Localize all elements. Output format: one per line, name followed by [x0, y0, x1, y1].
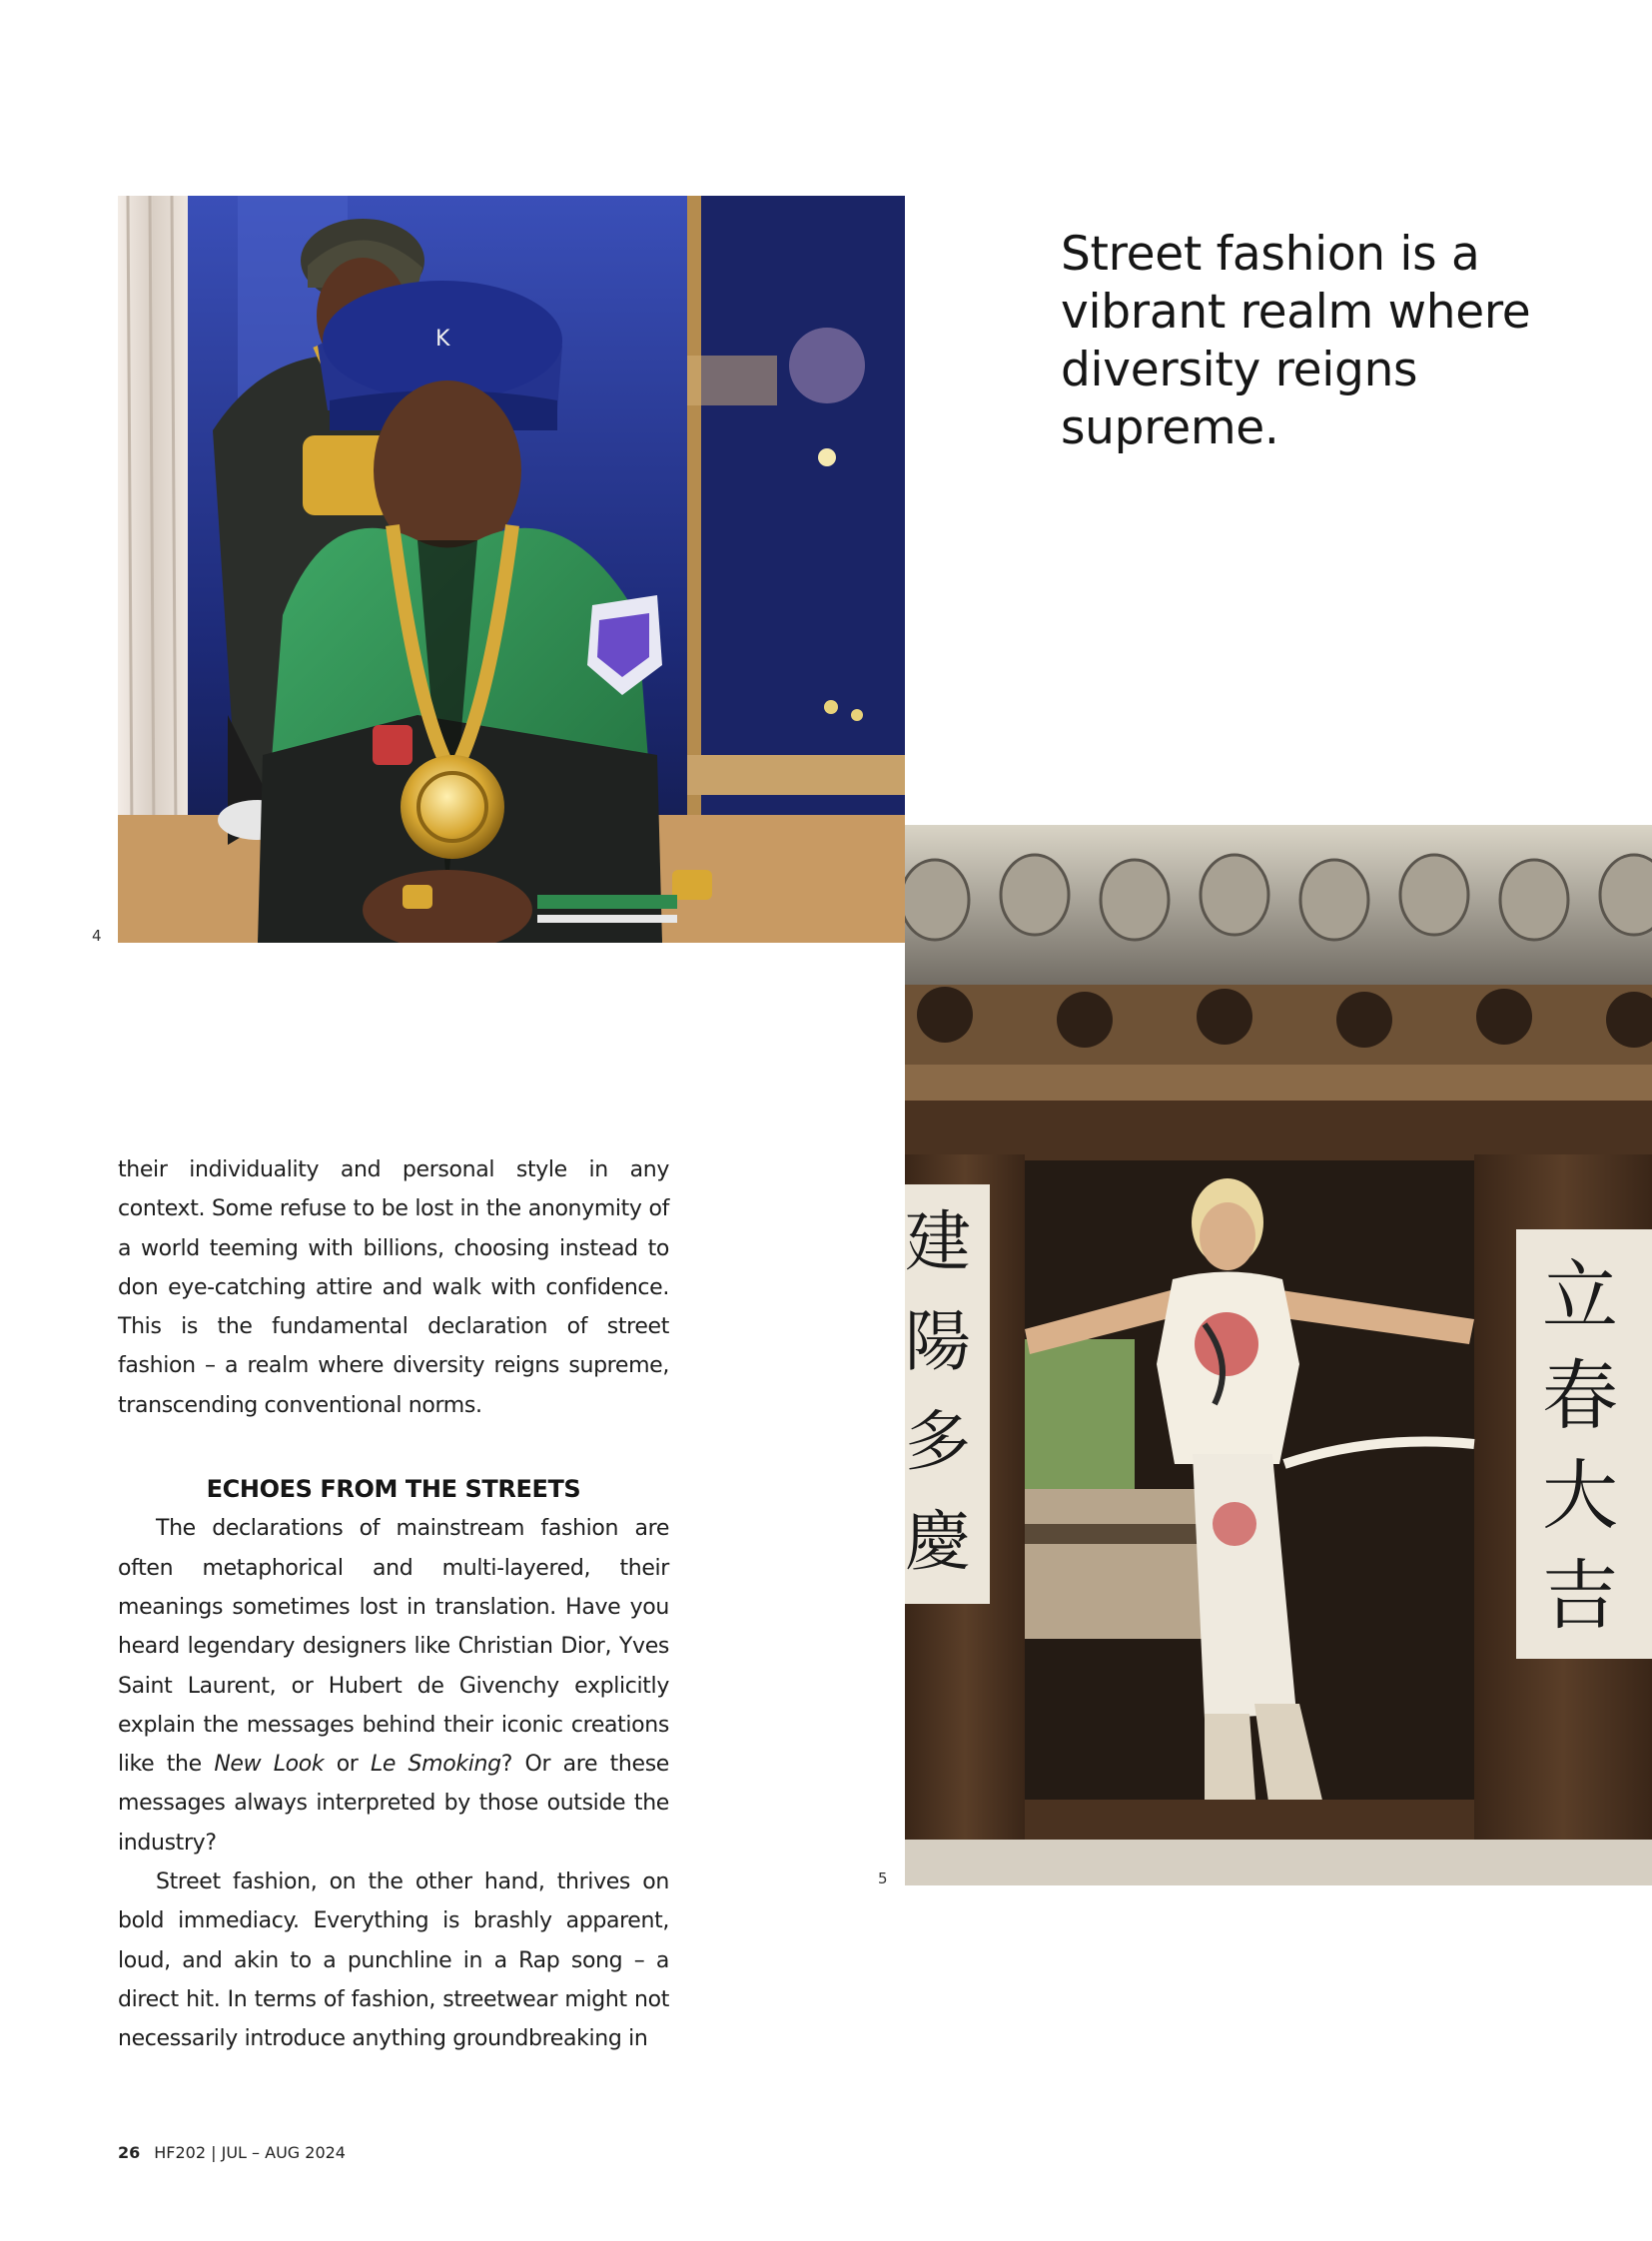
svg-text:春: 春: [1542, 1351, 1618, 1440]
section-heading: ECHOES FROM THE STREETS: [206, 1475, 581, 1504]
svg-text:慶: 慶: [905, 1503, 971, 1580]
photo-hiphop-portrait: [118, 196, 905, 943]
paragraph-text: The declarations of mainstream fashion are often metaphorical and multi-layered, their meanings sometimes lost in translation. Have you heard legendary designers like Christian Dior, Yves Saint Laurent, or Hubert de Givenchy explicitly explain the messages behind their iconic creations like the: [118, 1516, 669, 1778]
page-footer: [118, 2143, 346, 2162]
svg-text:立: 立: [1542, 1251, 1618, 1340]
svg-text:吉: 吉: [1542, 1551, 1618, 1640]
article-body: [118, 1150, 669, 2059]
issue-label: HF202 | JUL – AUG 2024: [154, 2143, 346, 2162]
paragraph-intro: their individuality and personal style in any context. Some refuse to be lost in the anonymity of a world teeming with billions, choosing instead to don eye-catching attire and walk with confidence. This is the fundamental declaration of street fashion – a realm where diversity reigns supreme, transcending conventional norms.: [118, 1157, 669, 1418]
paragraph-text: ? Or are these messages always interpreted by those outside the industry?: [118, 1752, 669, 1856]
page-number: 26: [118, 2143, 141, 2162]
paragraph-street-fashion: Street fashion, on the other hand, thrives on bold immediacy. Everything is brashly apparent, loud, and akin to a punchline in a Rap song – a direct hit. In terms of fashion, streetwear might not necessarily introduce anything groundbreaking in: [118, 1869, 669, 2052]
svg-text:大: 大: [1542, 1451, 1618, 1540]
svg-text:建: 建: [905, 1203, 971, 1280]
paragraph-text: or: [324, 1752, 371, 1778]
svg-text:多: 多: [905, 1403, 971, 1480]
paragraph-declarations: [118, 1509, 669, 1863]
figure-number-5: 5: [878, 1869, 888, 1887]
photo-gate-portrait: [905, 825, 1652, 1885]
italic-title-new-look: New Look: [214, 1752, 325, 1778]
pull-quote: Street fashion is a vibrant realm where diversity reigns supreme.: [1061, 227, 1531, 455]
italic-title-le-smoking: Le Smoking: [370, 1752, 501, 1778]
figure-number-4: 4: [92, 927, 102, 945]
svg-text:陽: 陽: [905, 1303, 971, 1380]
svg-text:K: K: [435, 327, 450, 352]
